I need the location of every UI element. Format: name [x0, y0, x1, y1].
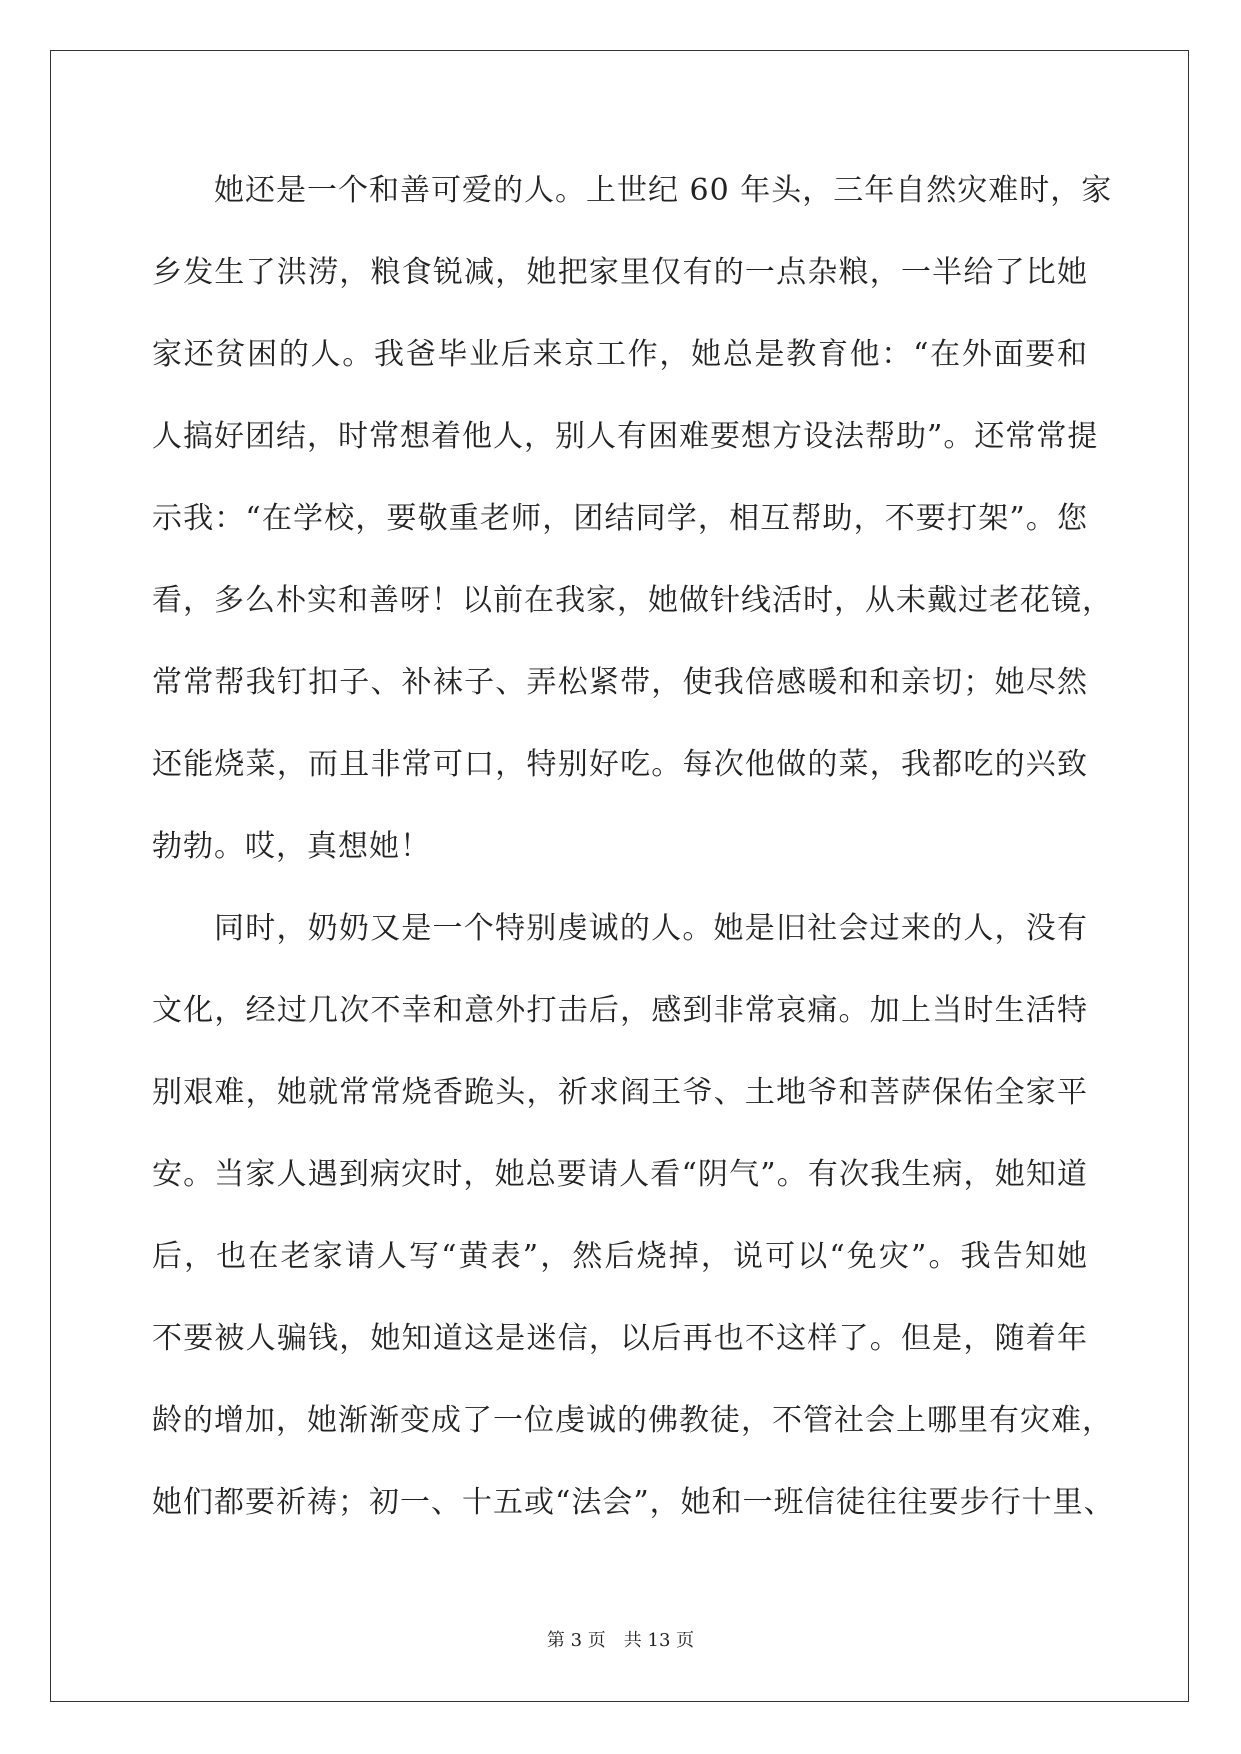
text-line-9: 勃勃。哎，真想她！	[152, 829, 431, 864]
text-line-6: 看，多么朴实和善呀！以前在我家，她做针线活时，从未戴过老花镜，	[152, 583, 1113, 618]
text-line-5: 示我：“在学校，要敬重老师，团结同学，相互帮助，不要打架”。您	[152, 501, 1088, 536]
page-number-footer: 第 3 页 共 13 页	[546, 1630, 695, 1651]
text-line-10: 同时，奶奶又是一个特别虔诚的人。她是旧社会过来的人，没有	[214, 911, 1088, 946]
text-line-17: 她们都要祈祷；初一、十五或“法会”，她和一班信徒往往要步行十里、	[152, 1485, 1115, 1520]
text-line-14: 后，也在老家请人写“黄表”，然后烧掉，说可以“免灾”。我告知她	[152, 1239, 1088, 1274]
text-line-13: 安。当家人遇到病灾时，她总要请人看“阴气”。有次我生病，她知道	[152, 1157, 1088, 1192]
text-line-4: 人搞好团结，时常想着他人，别人有困难要想方设法帮助”。还常常提	[152, 419, 1099, 454]
text-line-8: 还能烧菜，而且非常可口，特别好吃。每次他做的菜，我都吃的兴致	[152, 747, 1088, 782]
text-line-15: 不要被人骗钱，她知道这是迷信，以后再也不这样了。但是，随着年	[152, 1321, 1088, 1356]
text-line-16: 龄的增加，她渐渐变成了一位虔诚的佛教徒，不管社会上哪里有灾难，	[152, 1403, 1113, 1438]
text-line-7: 常常帮我钉扣子、补袜子、弄松紧带，使我倍感暖和和亲切；她尽然	[152, 665, 1088, 700]
text-line-11: 文化，经过几次不幸和意外打击后，感到非常哀痛。加上当时生活特	[152, 993, 1088, 1028]
text-line-12: 别艰难，她就常常烧香跪头，祈求阎王爷、土地爷和菩萨保佑全家平	[152, 1075, 1088, 1110]
text-line-1: 她还是一个和善可爱的人。上世纪 60 年头，三年自然灾难时，家	[214, 173, 1113, 208]
document-body	[152, 160, 1115, 1554]
text-line-2: 乡发生了洪涝，粮食锐减，她把家里仅有的一点杂粮，一半给了比她	[152, 255, 1088, 290]
text-line-3: 家还贫困的人。我爸毕业后来京工作，她总是教育他：“在外面要和	[152, 337, 1088, 372]
